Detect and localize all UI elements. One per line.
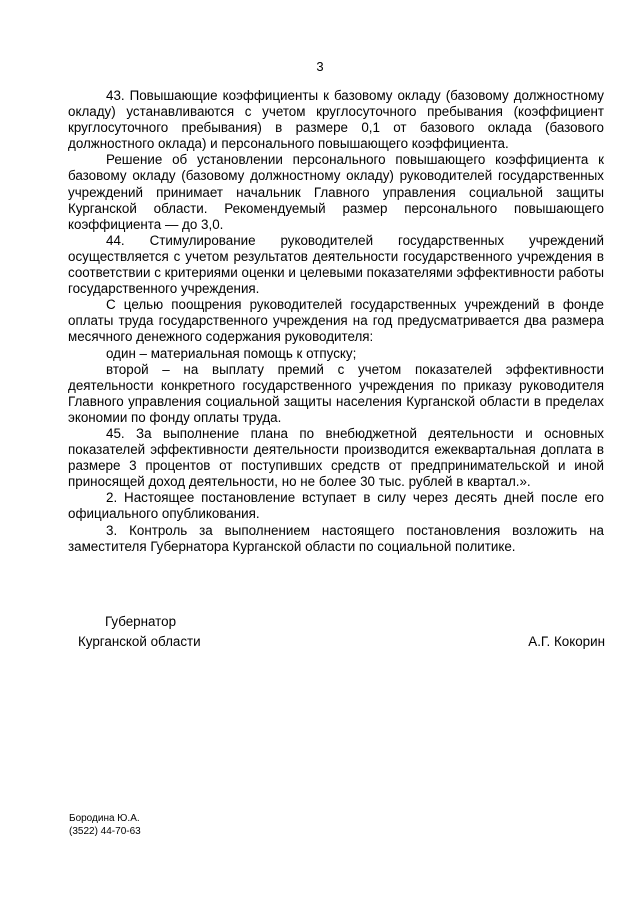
paragraph-incentive-fund: С целью поощрения руководителей государственных учреждений в фонде оплаты труда государственного учреждения на год предусматривается два размера месячного денежного содержания руководителя: [68, 297, 604, 345]
paragraph-control: 3. Контроль за выполнением настоящего постановления возложить на заместителя Губернатора Курганской области по социальной политике. [68, 522, 604, 554]
signature-title-line2: Курганской области [78, 634, 201, 649]
paragraph-second-size: второй – на выплату премий с учетом показателей эффективности деятельности конкретного государственного учреждения по приказу руководителя Главного управления социальной защиты населения Курганской области в пределах экономии по фонду оплаты труда. [68, 361, 604, 425]
executor-name: Бородина Ю.А. [69, 813, 140, 824]
page-number: 3 [316, 59, 324, 74]
executor-phone: (3522) 44-70-63 [69, 826, 141, 837]
paragraph-first-size: один – материальная помощь к отпуску; [106, 345, 357, 361]
paragraph-effective-date: 2. Настоящее постановление вступает в силу через десять дней после его официального опубликования. [68, 490, 604, 522]
paragraph-personal-coefficient: Решение об установлении персонального повышающего коэффициента к базовому окладу (базовому должностному окладу) руководителей государственных учреждений принимает начальник Главного управления социальной защиты Курганской области. Рекомендуемый размер персонального повышающего коэффициента — до 3,0. [68, 152, 604, 232]
paragraph-45: 45. За выполнение плана по внебюджетной деятельности и основных показателей эффективности деятельности производится ежеквартальная доплата в размере 3 процентов от поступивших средств от предпринимательской и иной приносящей доход деятельности, но не более 30 тыс. рублей в квартал.». [68, 425, 604, 490]
signature-name: А.Г. Кокорин [528, 634, 605, 649]
signature-title-line1: Губернатор [105, 614, 177, 629]
signature-title [78, 612, 201, 652]
paragraph-44: 44. Стимулирование руководителей государственных учреждений осуществляется с учетом результатов деятельности государственного учреждения в соответствии с критериями оценки и целевыми показателями эффективности работы государственного учреждения. [68, 232, 604, 297]
footer-executor [69, 812, 141, 838]
paragraph-43: 43. Повышающие коэффициенты к базовому окладу (базовому должностному окладу) устанавливаются с учетом круглосуточного пребывания (коэффициент круглосуточного пребывания) в размере 0,1 от базового оклада (базового должностного оклада) и персонального повышающего коэффициента. [68, 88, 604, 152]
document-body [68, 88, 604, 555]
